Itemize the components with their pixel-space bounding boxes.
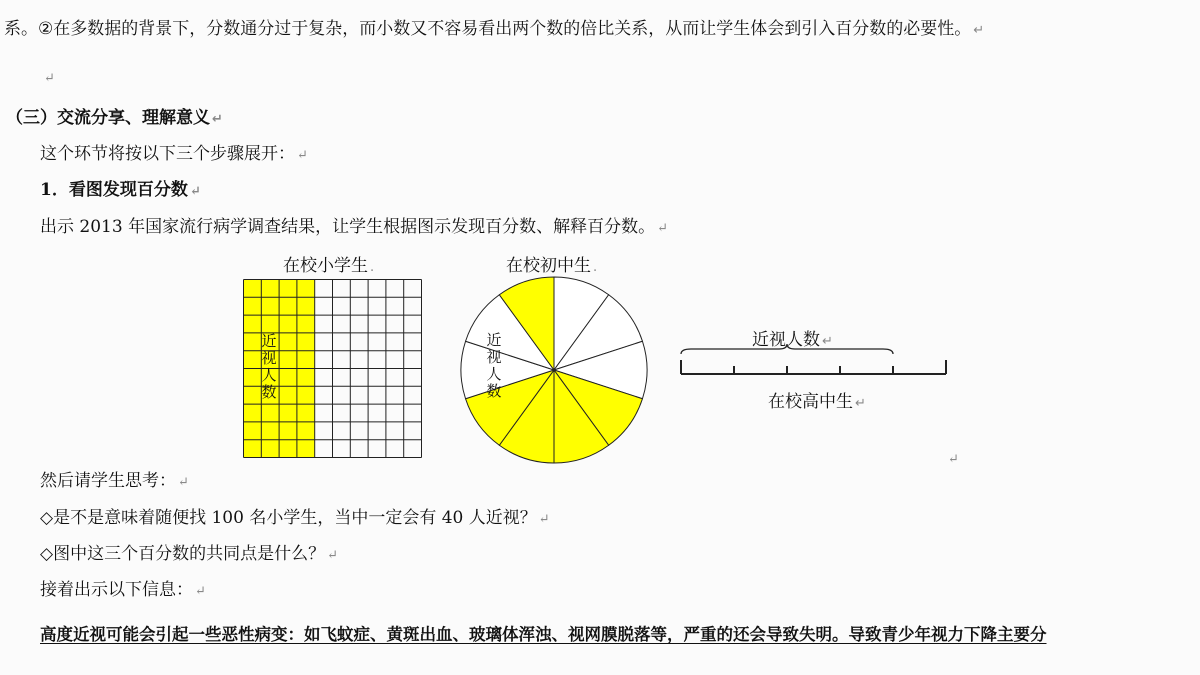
pie-label: 近视人数	[486, 331, 502, 400]
pie-title: 在校初中生 .	[506, 256, 598, 276]
continued-paragraph: 系。②在多数据的背景下，分数通分过于复杂，而小数又不容易看出两个数的倍比关系，从而让学生体会到引入百分数的必要性。 ↵	[4, 19, 985, 39]
line-bottom-label: 在校高中生 ↵	[768, 392, 866, 412]
empty-paragraph-mark: ↵	[44, 71, 55, 86]
section-heading: （三）交流分享、理解意义 ↵	[6, 108, 223, 128]
brace	[681, 344, 893, 354]
line-top-label: 近视人数 ↵	[752, 330, 833, 350]
line-figure	[679, 344, 949, 384]
question-2: ◇图中这三个百分数的共同点是什么？ ↵	[40, 544, 338, 564]
grid-label: 近视人数	[261, 332, 277, 401]
think-intro: 然后请学生思考： ↵	[40, 471, 189, 491]
grid-title: 在校小学生 .	[283, 256, 375, 276]
next-info: 接着出示以下信息： ↵	[40, 580, 206, 600]
step1-text: 出示 2013 年国家流行病学调查结果，让学生根据图示发现百分数、解释百分数。 ↵	[40, 217, 668, 237]
question-1: ◇是不是意味着随便找 100 名小学生，当中一定会有 40 人近视？ ↵	[40, 508, 550, 528]
intro-text: 这个环节将按以下三个步骤展开： ↵	[40, 144, 308, 164]
figure-paragraph-mark: ↵	[948, 452, 959, 467]
info-bold-underlined: 高度近视可能会引起一些恶性病变：如飞蚊症、黄斑出血、玻璃体浑浊、视网膜脱落等，严重的还会导致失明。导致青少年视力下降主要分	[40, 625, 1047, 644]
step1-heading: 1．看图发现百分数 ↵	[40, 180, 201, 200]
